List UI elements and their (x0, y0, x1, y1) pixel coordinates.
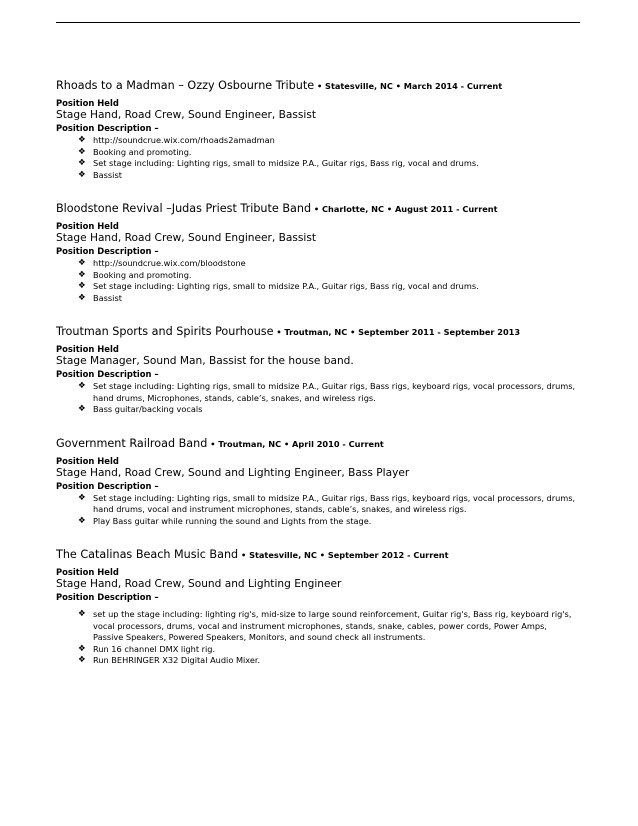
job-title: Rhoads to a Madman – Ozzy Osbourne Tribute (56, 79, 315, 92)
description-text: Play Bass guitar while running the sound and Lights from the stage. (93, 515, 372, 526)
description-item (78, 493, 576, 516)
diamond-bullet-icon: ❖ (78, 292, 86, 303)
description-list (56, 381, 576, 416)
description-item (78, 655, 576, 667)
position-description-label: Position Description – (56, 246, 159, 256)
description-text: Bassist (93, 169, 122, 180)
description-item (78, 404, 576, 416)
job-location-dates: • Statesville, NC • September 2012 - Current (238, 550, 449, 560)
diamond-bullet-icon: ❖ (78, 655, 86, 665)
description-item (78, 270, 576, 282)
top-rule (56, 22, 580, 23)
description-item (78, 170, 576, 182)
description-item (78, 135, 576, 147)
diamond-bullet-icon: ❖ (78, 146, 86, 157)
diamond-bullet-icon: ❖ (78, 169, 86, 180)
description-text: Booking and promoting. (93, 269, 192, 280)
job-location-dates: • Troutman, NC • September 2011 - September 2013 (273, 327, 521, 337)
position-description-label: Position Description – (56, 369, 159, 379)
position-held-value: Stage Hand, Road Crew, Sound and Lighting Engineer (56, 578, 342, 590)
description-text: Run BEHRINGER X32 Digital Audio Mixer. (93, 655, 261, 665)
job-title: Bloodstone Revival –Judas Priest Tribute Band (56, 202, 312, 215)
description-list (56, 258, 576, 304)
description-list (56, 609, 576, 667)
description-list (56, 135, 576, 181)
description-item (78, 158, 576, 170)
diamond-bullet-icon: ❖ (78, 404, 86, 414)
job-entry (56, 201, 576, 304)
description-text: http://soundcrue.wix.com/bloodstone (93, 258, 246, 268)
diamond-bullet-icon: ❖ (78, 258, 86, 268)
position-held-label: Position Held (56, 98, 119, 108)
position-held-value: Stage Manager, Sound Man, Bassist for the house band. (56, 355, 354, 367)
description-item (78, 293, 576, 305)
job-header (56, 201, 576, 217)
description-item (78, 644, 576, 656)
diamond-bullet-icon: ❖ (78, 158, 86, 168)
job-header (56, 78, 576, 94)
description-item (78, 281, 576, 293)
position-held-value: Stage Hand, Road Crew, Sound Engineer, Bassist (56, 109, 317, 121)
position-held-label: Position Held (56, 344, 119, 354)
diamond-bullet-icon: ❖ (78, 492, 86, 503)
description-text: Bass guitar/backing vocals (93, 404, 203, 414)
description-item (78, 516, 576, 528)
position-description-label: Position Description – (56, 592, 159, 602)
position-held-label: Position Held (56, 455, 119, 466)
description-text: set up the stage including: lighting rig's, mid-size to large sound reinforcement, Guitar rig's, Bass rig, keyboard rig's, vocal processors, drums, vocal and instrument microphones, stands, snake, cables, power cords, Power Amps, Passive Speakers, Powered Speakers, Monitors, and sound check all instruments. (93, 609, 572, 642)
diamond-bullet-icon: ❖ (78, 269, 86, 280)
job-header (56, 547, 576, 563)
description-text: Run 16 channel DMX light rig. (93, 643, 216, 654)
diamond-bullet-icon: ❖ (78, 281, 86, 291)
job-header (56, 436, 576, 452)
diamond-bullet-icon: ❖ (78, 135, 86, 145)
description-text: http://soundcrue.wix.com/rhoads2amadman (93, 135, 275, 145)
experience-section (56, 78, 576, 687)
description-text: Set stage including: Lighting rigs, small to midsize P.A., Guitar rigs, Bass rig, vocal and drums. (93, 281, 479, 291)
description-item (78, 258, 576, 270)
job-entry (56, 78, 576, 181)
description-item (78, 381, 576, 404)
diamond-bullet-icon: ❖ (78, 609, 86, 619)
position-description-label: Position Description – (56, 480, 159, 491)
job-header (56, 324, 576, 340)
description-text: Set stage including: Lighting rigs, small to midsize P.A., Guitar rigs, Bass rigs, keyboard rigs, vocal processors, drums, hand drums, Microphones, stands, cable’s, snakes, and wireless rigs. (93, 381, 576, 403)
job-entry (56, 324, 576, 416)
description-item (78, 609, 576, 644)
job-entry (56, 436, 576, 528)
diamond-bullet-icon: ❖ (78, 381, 86, 391)
position-description-label: Position Description – (56, 123, 159, 133)
position-held-label: Position Held (56, 221, 119, 231)
job-location-dates: • Statesville, NC • March 2014 - Current (314, 81, 503, 91)
job-title: Troutman Sports and Spirits Pourhouse (56, 325, 274, 338)
diamond-bullet-icon: ❖ (78, 643, 86, 654)
diamond-bullet-icon: ❖ (78, 515, 86, 526)
description-item (78, 147, 576, 159)
position-held-label: Position Held (56, 567, 119, 577)
job-title: The Catalinas Beach Music Band (56, 548, 239, 561)
job-location-dates: • Troutman, NC • April 2010 - Current (207, 438, 384, 449)
description-list (56, 493, 576, 528)
job-title: Government Railroad Band (56, 436, 208, 450)
position-held-value: Stage Hand, Road Crew, Sound Engineer, Bassist (56, 232, 317, 244)
job-location-dates: • Charlotte, NC • August 2011 - Current (311, 204, 498, 214)
description-text: Booking and promoting. (93, 146, 192, 157)
position-held-value: Stage Hand, Road Crew, Sound and Lighting Engineer, Bass Player (56, 466, 410, 479)
job-entry (56, 547, 576, 667)
description-text: Bassist (93, 292, 122, 303)
description-text: Set stage including: Lighting rigs, small to midsize P.A., Guitar rigs, Bass rig, vocal and drums. (93, 158, 479, 168)
description-text: Set stage including: Lighting rigs, small to midsize P.A., Guitar rigs, Bass rigs, keyboard rigs, vocal processors, drums, hand drums, vocal and instrument microphones, stands, cable’s, snakes, and wireless rigs. (93, 492, 576, 514)
